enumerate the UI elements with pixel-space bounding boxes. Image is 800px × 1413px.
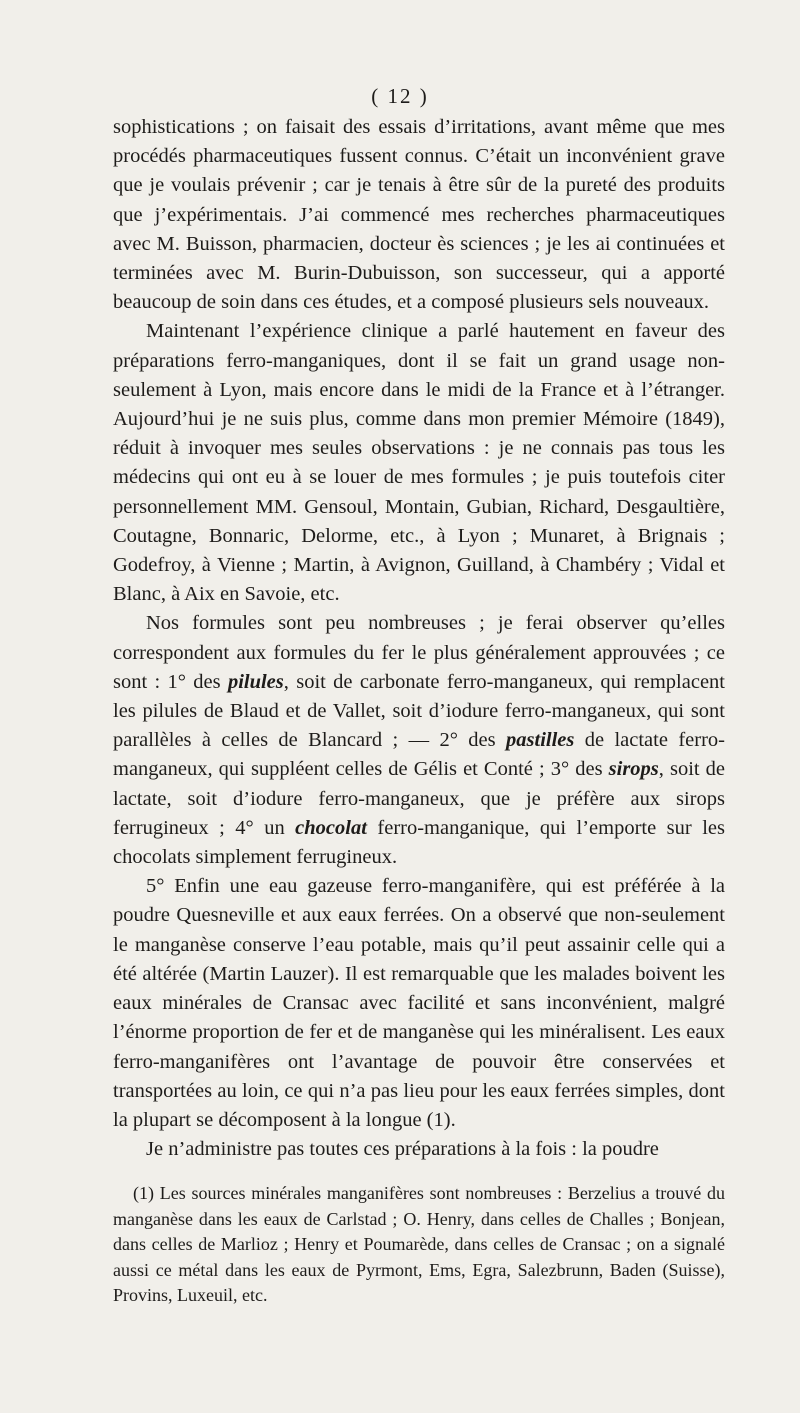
italic-term: sirops: [608, 758, 659, 781]
paragraph: [113, 317, 725, 609]
italic-term: pastilles: [506, 729, 575, 752]
paragraph: [113, 113, 725, 317]
italic-term: chocolat: [295, 816, 367, 839]
body-text: [113, 113, 725, 1164]
text-run: Maintenant l’expérience clinique a parlé hautement en faveur des préparations ferro-manganiques, dont il se fait un grand usage non-seulement à Lyon, mais encore dans le midi de la France et à l’étranger. Aujourd’hui je ne suis plus, comme dans mon premier Mémoire (1849), réduit à invoquer mes seules observations : je ne connais pas tous les médecins qui ont eu à se louer de mes formules ; je puis toutefois citer personnellement MM. Gensoul, Montain, Gubian, Richard, Desgaultière, Coutagne, Bonnaric, Delorme, etc., à Lyon ; Munaret, à Brignais ; Godefroy, à Vienne ; Martin, à Avignon, Guilland, à Chambéry ; Vidal et Blanc, à Aix en Savoie, etc.: [113, 320, 725, 606]
footnote: (1) Les sources minérales manganifères sont nombreuses : Berzelius a trouvé du manganèse dans les eaux de Carlstad ; O. Henry, dans celles de Challes ; Bonjean, dans celles de Marlioz ; Henry et Poumarède, dans celles de Cransac ; on a signalé aussi ce métal dans les eaux de Pyrmont, Ems, Egra, Salezbrunn, Baden (Suisse), Provins, Luxeuil, etc.: [113, 1183, 725, 1306]
page-number: ( 12 ): [371, 84, 429, 108]
text-run: Je n’administre pas toutes ces préparations à la fois : la poudre: [146, 1138, 659, 1161]
paragraph: [113, 1135, 725, 1164]
text-run: ferro-manganique, qui l’emporte sur les chocolats simplement ferrugineux.: [113, 816, 725, 869]
text-run: Nos formules sont peu nombreuses ; je ferai observer qu’elles correspondent aux formules du fer le plus généralement approuvées ; ce sont : 1° des: [113, 612, 725, 693]
text-run: , soit de lactate, soit d’iodure ferro-manganeux, que je préfère aux sirops ferrugineux ; 4° un: [113, 758, 726, 839]
paragraph: [113, 872, 725, 1135]
text-run: , soit de carbonate ferro-manganeux, qui remplacent les pilules de Blaud et de Vallet, soit d’iodure ferro-manganeux, qui sont parallèles à celles de Blancard ; — 2° des: [113, 670, 725, 752]
text-run: sophistications ; on faisait des essais d’irritations, avant même que mes procédés pharmaceutiques fussent connus. C’était un inconvénient grave que je voulais prévenir ; car je tenais à être sûr de la pureté des produits que j’expérimentais. J’ai commencé mes recherches pharmaceutiques avec M. Buisson, pharmacien, docteur ès sciences ; je les ai continuées et terminées avec M. Burin-Dubuisson, son successeur, qui a apporté beaucoup de soin dans ces études, et a composé plusieurs sels nouveaux.: [113, 116, 725, 314]
text-run: de lactate ferro-manganeux, qui suppléent celles de Gélis et Conté ; 3° des: [113, 729, 725, 781]
paragraph: [113, 609, 725, 872]
text-run: 5° Enfin une eau gazeuse ferro-manganifère, qui est préférée à la poudre Quesneville et aux eaux ferrées. On a observé que non-seulement le manganèse conserve l’eau potable, mais qu’il peut assainir celle qui a été altérée (Martin Lauzer). Il est remarquable que les malades boivent les eaux minérales de Cransac avec facilité et sans inconvénient, malgré l’énorme proportion de fer et de manganèse qui les minéralisent. Les eaux ferro-manganifères ont l’avantage de pouvoir être conservées et transportées au loin, ce qui n’a pas lieu pour les eaux ferrées simples, dont la plupart se décomposent à la longue (1).: [113, 875, 725, 1131]
italic-term: pilules: [227, 670, 284, 693]
